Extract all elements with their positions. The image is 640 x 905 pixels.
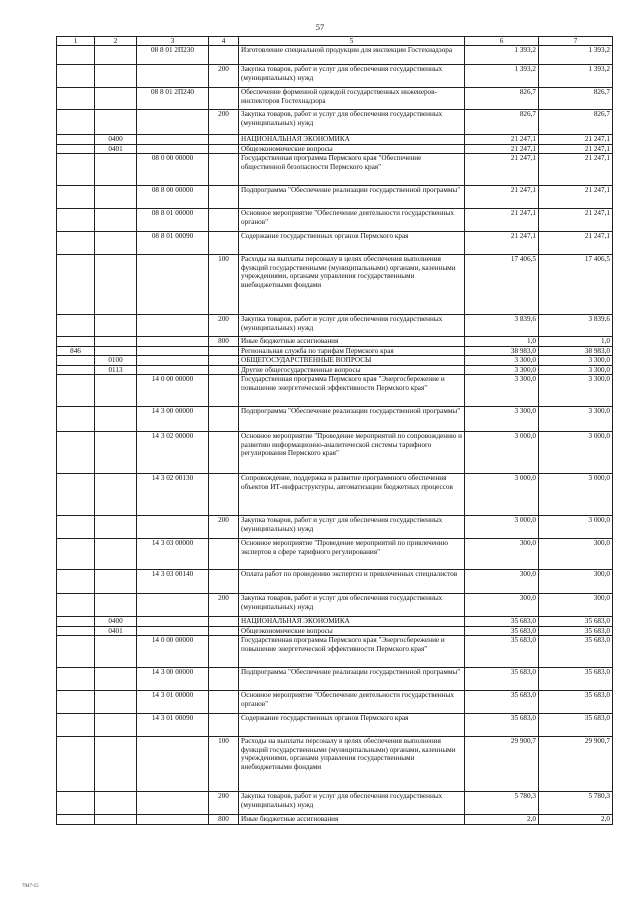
table-row [57, 570, 613, 594]
description-cell: Закупка товаров, работ и услуг для обеспечения государственных (муниципальных) нужд [239, 110, 465, 135]
table-row [57, 154, 613, 186]
target-article-cell [137, 346, 209, 355]
table-row [57, 636, 613, 668]
section-code-cell: 0400 [95, 135, 137, 144]
table-row [57, 209, 613, 232]
target-article-cell [137, 65, 209, 88]
amount-cell: 5 780,3 [539, 792, 613, 815]
ministry-code-cell [57, 691, 95, 714]
table-row [57, 315, 613, 337]
amount-cell: 3 000,0 [465, 474, 539, 516]
description-cell: Государственная программа Пермского края "Обеспечение общественной безопасности Пермского края" [239, 154, 465, 186]
section-code-cell [95, 88, 137, 110]
expense-type-cell [209, 346, 239, 355]
target-article-cell [137, 135, 209, 144]
target-article-cell: 14 3 00 00000 [137, 668, 209, 691]
amount-cell: 35 683,0 [465, 617, 539, 626]
ministry-code-cell [57, 337, 95, 346]
table-row [57, 356, 613, 365]
amount-cell: 35 683,0 [539, 636, 613, 668]
amount-cell: 300,0 [465, 570, 539, 594]
section-code-cell [95, 570, 137, 594]
amount-cell: 21 247,1 [539, 135, 613, 144]
expense-type-cell: 100 [209, 255, 239, 315]
target-article-cell [137, 337, 209, 346]
amount-cell: 300,0 [539, 539, 613, 570]
amount-cell: 1 393,2 [465, 65, 539, 88]
target-article-cell: 14 0 00 00000 [137, 375, 209, 407]
amount-cell: 300,0 [465, 539, 539, 570]
ministry-code-cell [57, 474, 95, 516]
ministry-code-cell [57, 186, 95, 209]
expense-type-cell [209, 365, 239, 374]
ministry-code-cell [57, 315, 95, 337]
target-article-cell [137, 516, 209, 539]
expense-type-cell [209, 432, 239, 474]
table-row [57, 668, 613, 691]
section-code-cell [95, 46, 137, 65]
target-article-cell [137, 356, 209, 365]
expense-type-cell [209, 88, 239, 110]
section-code-cell [95, 315, 137, 337]
amount-cell: 29 900,7 [465, 737, 539, 792]
amount-cell: 21 247,1 [465, 154, 539, 186]
expense-type-cell [209, 714, 239, 737]
description-cell: Изготовление специальной продукции для инспекции Гостехнадзора [239, 46, 465, 65]
description-cell: Подпрограмма "Обеспечение реализации государственной программы" [239, 407, 465, 432]
amount-cell: 1,0 [539, 337, 613, 346]
table-row [57, 432, 613, 474]
ministry-code-cell [57, 154, 95, 186]
target-article-cell: 14 3 01 00000 [137, 691, 209, 714]
amount-cell: 300,0 [539, 570, 613, 594]
ministry-code-cell [57, 232, 95, 255]
target-article-cell: 08 8 01 2П230 [137, 46, 209, 65]
description-cell: Подпрограмма "Обеспечение реализации государственной программы" [239, 186, 465, 209]
target-article-cell: 14 3 03 00140 [137, 570, 209, 594]
expense-type-cell [209, 407, 239, 432]
description-cell: НАЦИОНАЛЬНАЯ ЭКОНОМИКА [239, 617, 465, 626]
amount-cell: 35 683,0 [465, 636, 539, 668]
section-code-cell [95, 594, 137, 617]
amount-cell: 21 247,1 [539, 144, 613, 153]
amount-cell: 21 247,1 [539, 209, 613, 232]
amount-cell: 826,7 [465, 88, 539, 110]
target-article-cell: 14 3 03 00000 [137, 539, 209, 570]
table-row [57, 375, 613, 407]
amount-cell: 2,0 [539, 815, 613, 824]
expense-type-cell: 800 [209, 337, 239, 346]
amount-cell: 3 300,0 [465, 365, 539, 374]
section-code-cell: 0113 [95, 365, 137, 374]
amount-cell: 300,0 [465, 594, 539, 617]
section-code-cell [95, 668, 137, 691]
section-code-cell [95, 65, 137, 88]
description-cell: Основное мероприятие "Обеспечение деятельности государственных органов" [239, 691, 465, 714]
section-code-cell [95, 375, 137, 407]
column-number: 7 [539, 37, 613, 46]
amount-cell: 3 300,0 [539, 375, 613, 407]
table-row [57, 346, 613, 355]
description-cell: Обеспечение форменной одеждой государственных инженеров-инспекторов Гостехнадзора [239, 88, 465, 110]
section-code-cell [95, 209, 137, 232]
target-article-cell: 14 3 02 00130 [137, 474, 209, 516]
expense-type-cell: 200 [209, 594, 239, 617]
expense-type-cell: 200 [209, 516, 239, 539]
amount-cell: 3 300,0 [465, 407, 539, 432]
target-article-cell: 08 8 01 00000 [137, 209, 209, 232]
amount-cell: 3 300,0 [539, 356, 613, 365]
amount-cell: 3 000,0 [539, 474, 613, 516]
amount-cell: 5 780,3 [465, 792, 539, 815]
target-article-cell: 14 3 01 00090 [137, 714, 209, 737]
amount-cell: 1,0 [465, 337, 539, 346]
section-code-cell [95, 714, 137, 737]
section-code-cell [95, 186, 137, 209]
description-cell: Основное мероприятие "Проведение мероприятий по привлечению экспертов в сфере тарифного регулирования" [239, 539, 465, 570]
amount-cell: 3 300,0 [539, 407, 613, 432]
target-article-cell [137, 815, 209, 824]
ministry-code-cell [57, 375, 95, 407]
section-code-cell [95, 337, 137, 346]
amount-cell: 826,7 [539, 88, 613, 110]
footer-code: 7947-15 [22, 884, 39, 889]
amount-cell: 21 247,1 [465, 135, 539, 144]
amount-cell: 21 247,1 [539, 154, 613, 186]
amount-cell: 826,7 [465, 110, 539, 135]
expense-type-cell: 100 [209, 737, 239, 792]
expense-type-cell [209, 186, 239, 209]
column-number: 1 [57, 37, 95, 46]
amount-cell: 3 839,6 [465, 315, 539, 337]
table-row [57, 407, 613, 432]
expense-type-cell [209, 474, 239, 516]
description-cell: Закупка товаров, работ и услуг для обеспечения государственных (муниципальных) нужд [239, 315, 465, 337]
expense-type-cell [209, 375, 239, 407]
ministry-code-cell [57, 792, 95, 815]
amount-cell: 38 983,0 [539, 346, 613, 355]
target-article-cell [137, 626, 209, 635]
section-code-cell: 0401 [95, 144, 137, 153]
description-cell: Закупка товаров, работ и услуг для обеспечения государственных (муниципальных) нужд [239, 594, 465, 617]
table-row [57, 232, 613, 255]
ministry-code-cell [57, 737, 95, 792]
expense-type-cell [209, 135, 239, 144]
amount-cell: 300,0 [539, 594, 613, 617]
amount-cell: 1 393,2 [465, 46, 539, 65]
section-code-cell: 0100 [95, 356, 137, 365]
amount-cell: 3 000,0 [539, 516, 613, 539]
target-article-cell [137, 365, 209, 374]
ministry-code-cell [57, 46, 95, 65]
amount-cell: 1 393,2 [539, 46, 613, 65]
amount-cell: 35 683,0 [465, 668, 539, 691]
ministry-code-cell [57, 407, 95, 432]
ministry-code-cell [57, 570, 95, 594]
amount-cell: 38 983,0 [465, 346, 539, 355]
amount-cell: 21 247,1 [539, 186, 613, 209]
section-code-cell [95, 110, 137, 135]
amount-cell: 21 247,1 [465, 209, 539, 232]
description-cell: Иные бюджетные ассигнования [239, 815, 465, 824]
expense-type-cell [209, 668, 239, 691]
column-number: 4 [209, 37, 239, 46]
expense-type-cell [209, 232, 239, 255]
table-row [57, 65, 613, 88]
table-row [57, 539, 613, 570]
target-article-cell: 14 3 02 00000 [137, 432, 209, 474]
ministry-code-cell [57, 65, 95, 88]
table-row [57, 815, 613, 824]
table-row [57, 617, 613, 626]
amount-cell: 3 839,6 [539, 315, 613, 337]
section-code-cell: 0401 [95, 626, 137, 635]
section-code-cell [95, 346, 137, 355]
ministry-code-cell [57, 636, 95, 668]
target-article-cell: 08 8 01 00090 [137, 232, 209, 255]
amount-cell: 17 406,5 [465, 255, 539, 315]
amount-cell: 3 300,0 [539, 365, 613, 374]
amount-cell: 21 247,1 [465, 144, 539, 153]
section-code-cell [95, 407, 137, 432]
description-cell: ОБЩЕГОСУДАРСТВЕННЫЕ ВОПРОСЫ [239, 356, 465, 365]
ministry-code-cell [57, 144, 95, 153]
target-article-cell: 08 0 00 00000 [137, 154, 209, 186]
column-number: 2 [95, 37, 137, 46]
amount-cell: 29 900,7 [539, 737, 613, 792]
target-article-cell [137, 144, 209, 153]
table-row [57, 144, 613, 153]
table-row [57, 714, 613, 737]
expense-type-cell [209, 617, 239, 626]
description-cell: Подпрограмма "Обеспечение реализации государственной программы" [239, 668, 465, 691]
ministry-code-cell [57, 255, 95, 315]
amount-cell: 3 000,0 [465, 432, 539, 474]
target-article-cell [137, 792, 209, 815]
description-cell: Содержание государственных органов Пермского края [239, 232, 465, 255]
description-cell: Закупка товаров, работ и услуг для обеспечения государственных (муниципальных) нужд [239, 792, 465, 815]
description-cell: Основное мероприятие "Обеспечение деятельности государственных органов" [239, 209, 465, 232]
expense-type-cell: 200 [209, 65, 239, 88]
expense-type-cell [209, 46, 239, 65]
target-article-cell [137, 617, 209, 626]
expense-type-cell [209, 209, 239, 232]
column-number-row [57, 37, 613, 46]
description-cell: Закупка товаров, работ и услуг для обеспечения государственных (муниципальных) нужд [239, 65, 465, 88]
ministry-code-cell [57, 539, 95, 570]
section-code-cell [95, 691, 137, 714]
expense-type-cell [209, 144, 239, 153]
ministry-code-cell: 846 [57, 346, 95, 355]
amount-cell: 21 247,1 [539, 232, 613, 255]
description-cell: НАЦИОНАЛЬНАЯ ЭКОНОМИКА [239, 135, 465, 144]
section-code-cell [95, 516, 137, 539]
ministry-code-cell [57, 135, 95, 144]
target-article-cell: 14 3 00 00000 [137, 407, 209, 432]
expense-type-cell: 200 [209, 110, 239, 135]
ministry-code-cell [57, 110, 95, 135]
ministry-code-cell [57, 668, 95, 691]
ministry-code-cell [57, 88, 95, 110]
table-row [57, 792, 613, 815]
description-cell: Расходы на выплаты персоналу в целях обеспечения выполнения функций государственными (муниципальными) органами, казенными учреждениями, органами управления государственными внебюджетными фондами [239, 255, 465, 315]
table-row [57, 46, 613, 65]
ministry-code-cell [57, 516, 95, 539]
description-cell: Оплата работ по проведению экспертиз и привлеченных специалистов [239, 570, 465, 594]
expense-type-cell [209, 356, 239, 365]
expense-type-cell [209, 154, 239, 186]
table-row [57, 337, 613, 346]
expense-type-cell [209, 636, 239, 668]
section-code-cell [95, 539, 137, 570]
target-article-cell: 14 0 00 00000 [137, 636, 209, 668]
ministry-code-cell [57, 356, 95, 365]
ministry-code-cell [57, 432, 95, 474]
table-row [57, 594, 613, 617]
expense-type-cell [209, 539, 239, 570]
table-row [57, 110, 613, 135]
ministry-code-cell [57, 365, 95, 374]
ministry-code-cell [57, 626, 95, 635]
description-cell: Основное мероприятие "Проведение мероприятий по сопровождению и развитию информационно-аналитической системы тарифного регулирования Пермского края" [239, 432, 465, 474]
description-cell: Общеэкономические вопросы [239, 626, 465, 635]
column-number: 6 [465, 37, 539, 46]
table-row [57, 186, 613, 209]
target-article-cell: 08 8 00 00000 [137, 186, 209, 209]
column-number: 3 [137, 37, 209, 46]
ministry-code-cell [57, 594, 95, 617]
column-number: 5 [239, 37, 465, 46]
description-cell: Региональная служба по тарифам Пермского края [239, 346, 465, 355]
section-code-cell: 0400 [95, 617, 137, 626]
target-article-cell [137, 594, 209, 617]
expense-type-cell: 200 [209, 315, 239, 337]
table-row [57, 365, 613, 374]
section-code-cell [95, 737, 137, 792]
ministry-code-cell [57, 617, 95, 626]
amount-cell: 35 683,0 [465, 691, 539, 714]
description-cell: Содержание государственных органов Пермского края [239, 714, 465, 737]
page-number: 57 [315, 22, 325, 32]
amount-cell: 1 393,2 [539, 65, 613, 88]
table-row [57, 691, 613, 714]
description-cell: Государственная программа Пермского края "Энергосбережение и повышение энергетической эффективности Пермского края" [239, 375, 465, 407]
description-cell: Расходы на выплаты персоналу в целях обеспечения выполнения функций государственными (муниципальными) органами, казенными учреждениями, органами управления государственными внебюджетными фондами [239, 737, 465, 792]
description-cell: Закупка товаров, работ и услуг для обеспечения государственных (муниципальных) нужд [239, 516, 465, 539]
amount-cell: 826,7 [539, 110, 613, 135]
section-code-cell [95, 432, 137, 474]
section-code-cell [95, 232, 137, 255]
expense-type-cell [209, 626, 239, 635]
description-cell: Государственная программа Пермского края "Энергосбережение и повышение энергетической эффективности Пермского края" [239, 636, 465, 668]
section-code-cell [95, 154, 137, 186]
amount-cell: 17 406,5 [539, 255, 613, 315]
ministry-code-cell [57, 714, 95, 737]
table-row [57, 626, 613, 635]
amount-cell: 35 683,0 [539, 691, 613, 714]
target-article-cell [137, 255, 209, 315]
amount-cell: 35 683,0 [539, 617, 613, 626]
amount-cell: 21 247,1 [465, 186, 539, 209]
amount-cell: 3 300,0 [465, 356, 539, 365]
section-code-cell [95, 255, 137, 315]
expense-type-cell [209, 570, 239, 594]
ministry-code-cell [57, 815, 95, 824]
target-article-cell: 08 8 01 2П240 [137, 88, 209, 110]
amount-cell: 35 683,0 [539, 714, 613, 737]
ministry-code-cell [57, 209, 95, 232]
section-code-cell [95, 636, 137, 668]
section-code-cell [95, 792, 137, 815]
budget-table [56, 36, 613, 825]
table-row [57, 474, 613, 516]
table-row [57, 737, 613, 792]
amount-cell: 21 247,1 [465, 232, 539, 255]
description-cell: Другие общегосударственные вопросы [239, 365, 465, 374]
expense-type-cell [209, 691, 239, 714]
table-row [57, 255, 613, 315]
amount-cell: 35 683,0 [465, 626, 539, 635]
amount-cell: 35 683,0 [465, 714, 539, 737]
amount-cell: 35 683,0 [539, 626, 613, 635]
table-row [57, 88, 613, 110]
target-article-cell [137, 315, 209, 337]
description-cell: Иные бюджетные ассигнования [239, 337, 465, 346]
expense-type-cell: 800 [209, 815, 239, 824]
description-cell: Общеэкономические вопросы [239, 144, 465, 153]
amount-cell: 2,0 [465, 815, 539, 824]
table-row [57, 135, 613, 144]
section-code-cell [95, 474, 137, 516]
amount-cell: 3 000,0 [465, 516, 539, 539]
table-row [57, 516, 613, 539]
expense-type-cell: 200 [209, 792, 239, 815]
amount-cell: 35 683,0 [539, 668, 613, 691]
section-code-cell [95, 815, 137, 824]
description-cell: Сопровождение, поддержка и развитие программного обеспечения объектов ИТ-инфраструктуры, автоматизации бюджетных процессов [239, 474, 465, 516]
amount-cell: 3 300,0 [465, 375, 539, 407]
target-article-cell [137, 110, 209, 135]
target-article-cell [137, 737, 209, 792]
amount-cell: 3 000,0 [539, 432, 613, 474]
